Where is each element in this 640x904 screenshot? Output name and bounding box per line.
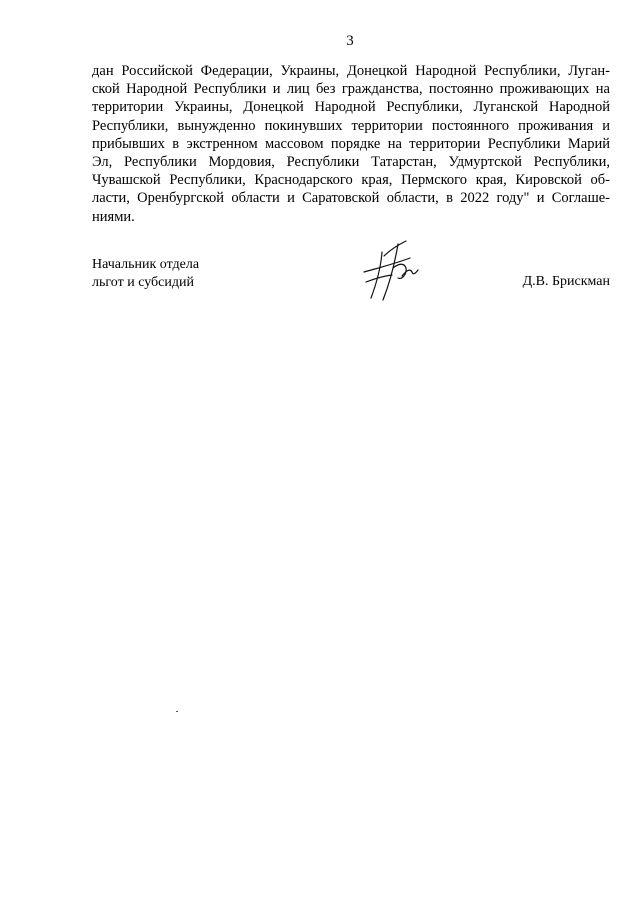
signer-title-line: льгот и субсидий — [92, 274, 194, 290]
body-line: ниями. — [92, 208, 135, 225]
body-paragraph — [92, 62, 610, 226]
body-line: Чувашской Республики, Краснодарского края, Пермского края, Кировской об- — [92, 172, 610, 189]
handwritten-signature — [360, 238, 430, 302]
body-line: ласти, Оренбургской области и Саратовской области, в 2022 году" и Соглаше- — [92, 190, 610, 207]
body-line: дан Российской Федерации, Украины, Донецкой Народной Республики, Луган- — [92, 63, 610, 79]
body-line: ской Народной Республики и лиц без гражданства, постоянно проживающих на — [92, 81, 610, 98]
body-line: прибывших в экстренном массовом порядке на территории Республики Марий — [92, 135, 610, 152]
body-line: территории Украины, Донецкой Народной Республики, Луганской Народной — [92, 99, 610, 116]
scan-speck — [176, 711, 178, 712]
body-line: Республики, вынужденно покинувших территории постоянного проживания и — [92, 117, 610, 134]
signer-title — [92, 256, 199, 291]
body-line: Эл, Республики Мордовия, Республики Татарстан, Удмуртской Республики, — [92, 154, 610, 171]
page-number: 3 — [346, 33, 354, 49]
signer-name: Д.В. Брискман — [522, 274, 610, 289]
signer-title-line: Начальник отдела — [92, 257, 200, 272]
